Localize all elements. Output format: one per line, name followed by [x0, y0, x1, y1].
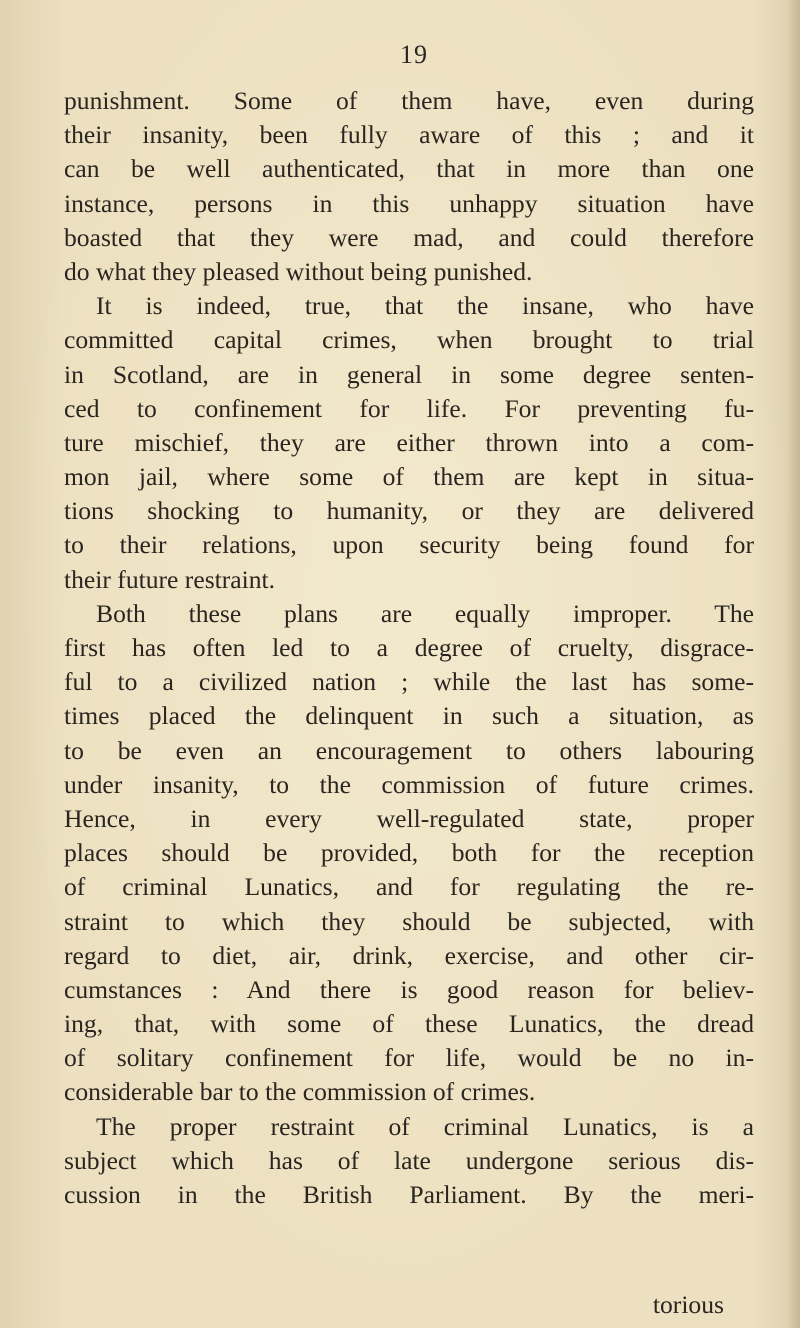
text-line: subject which has of late undergone serious dis- — [64, 1145, 754, 1175]
text-line: places should be provided, both for the reception — [64, 838, 754, 868]
text-line: considerable bar to the commission of crimes. — [64, 1077, 536, 1107]
text-line: in Scotland, are in general in some degree senten- — [64, 359, 754, 389]
body-text — [64, 84, 754, 1212]
text-line: times placed the delinquent in such a situation, as — [64, 701, 754, 731]
text-line: punishment. Some of them have, even during — [64, 86, 754, 115]
text-line: tions shocking to humanity, or they are delivered — [64, 496, 754, 526]
text-line: ture mischief, they are either thrown into a com- — [64, 427, 754, 457]
text-line: boasted that they were mad, and could therefore — [64, 222, 754, 252]
text-line: their future restraint. — [64, 564, 276, 594]
text-line: first has often led to a degree of cruelty, disgrace- — [64, 633, 754, 662]
text-line: can be well authenticated, that in more than one — [64, 154, 754, 184]
text-line: committed capital crimes, when brought to trial — [64, 325, 754, 355]
text-line: do what they pleased without being punished. — [64, 256, 533, 286]
page-edge-shadow — [786, 0, 800, 1328]
text-line: of criminal Lunatics, and for regulating the re- — [64, 872, 754, 902]
text-line: ful to a civilized nation ; while the last has some- — [64, 667, 754, 697]
text-line: of solitary confinement for life, would be no in- — [64, 1043, 754, 1073]
text-line: It is indeed, true, that the insane, who have — [96, 291, 754, 321]
page-number: 19 — [400, 40, 428, 69]
catchword: torious — [652, 1290, 724, 1319]
text-line: under insanity, to the commission of future crimes. — [64, 769, 754, 799]
text-line: ing, that, with some of these Lunatics, the dread — [64, 1009, 754, 1039]
text-line: instance, persons in this unhappy situation have — [64, 188, 754, 218]
text-line: Hence, in every well-regulated state, proper — [64, 803, 754, 833]
text-line: regard to diet, air, drink, exercise, and other cir- — [64, 940, 754, 970]
text-line: straint to which they should be subjected, with — [64, 906, 754, 936]
text-line: ced to confinement for life. For preventing fu- — [64, 393, 754, 423]
text-line: cumstances : And there is good reason for believ- — [64, 974, 754, 1004]
text-line: The proper restraint of criminal Lunatics, is a — [96, 1111, 754, 1141]
text-line: Both these plans are equally improper. The — [96, 598, 754, 628]
text-line: their insanity, been fully aware of this ; and it — [64, 120, 754, 150]
text-line: to be even an encouragement to others labouring — [64, 735, 754, 765]
text-line: to their relations, upon security being found for — [64, 530, 754, 560]
text-line: mon jail, where some of them are kept in situa- — [64, 462, 754, 492]
text-line: cussion in the British Parliament. By the meri- — [64, 1180, 754, 1209]
